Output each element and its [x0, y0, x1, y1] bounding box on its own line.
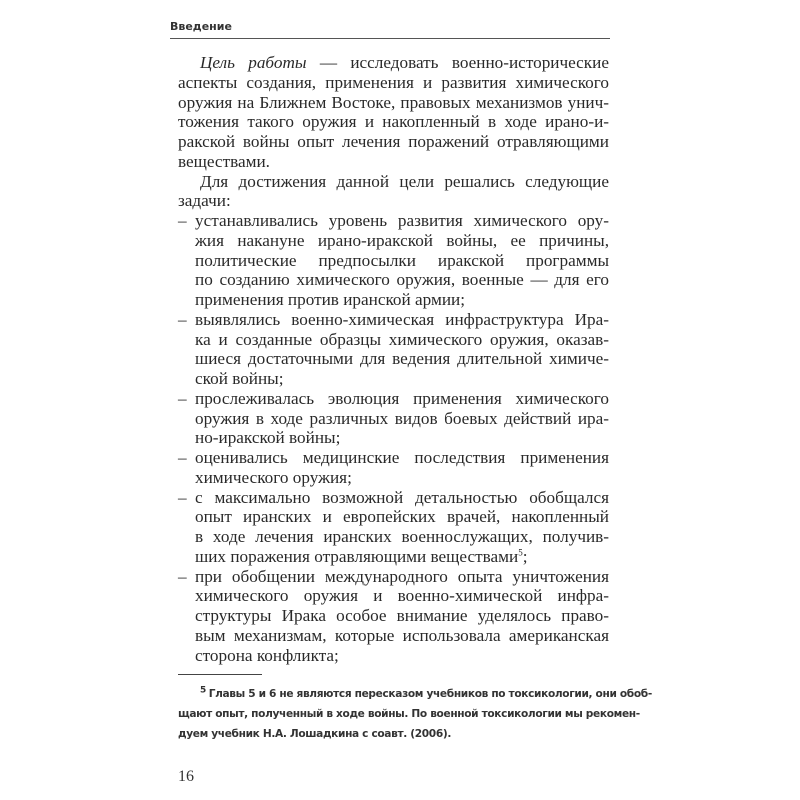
line-text: вым механизмам, которые использовала американская	[195, 625, 609, 645]
text-line	[178, 428, 609, 448]
line-text: ших поражения отравляющими веществами	[195, 546, 519, 566]
line-text: выявлялись военно-химическая инфраструктура Ира-	[195, 309, 609, 329]
line-text: устанавливались уровень развития химического ору-	[195, 211, 609, 230]
text-line	[178, 507, 609, 527]
footnote	[178, 684, 652, 743]
list-dash: –	[178, 388, 187, 408]
line-text: ка и созданные образцы химического оружия, оказав-	[195, 329, 609, 349]
line-text: применения против иранской армии;	[195, 290, 466, 309]
line-text: химического оружия и военно-химической инфра-	[195, 586, 609, 606]
footnote-separator	[178, 674, 262, 675]
footnote-line	[178, 704, 640, 724]
line-text: задачи:	[178, 191, 231, 211]
line-text: жия накануне ирано-иракской войны, ее причины,	[195, 230, 609, 250]
text-line	[178, 586, 609, 606]
text-line	[178, 468, 609, 488]
running-header: Введение	[170, 20, 232, 33]
text-line	[178, 191, 609, 211]
text-line	[178, 172, 609, 192]
header-rule	[170, 38, 610, 39]
text-line	[178, 211, 609, 231]
text-line	[178, 527, 609, 547]
line-text: с максимально возможной детальностью обобщался	[195, 487, 609, 507]
line-text: ракской войны опыт лечения поражений отравляющими	[178, 132, 609, 151]
text-line	[178, 567, 609, 587]
line-text: химического оружия;	[195, 467, 352, 487]
footnote-text: Главы 5 и 6 не являются пересказом учебников по токсикологии, они обоб-	[208, 688, 652, 700]
list-item	[178, 488, 609, 567]
line-text: прослеживалась эволюция применения химического	[195, 388, 609, 408]
list-dash: –	[178, 309, 187, 329]
text-line	[178, 231, 609, 251]
line-text: сторона конфликта;	[195, 645, 339, 665]
line-text: веществами.	[178, 151, 270, 171]
line-text: шиеся достаточными для ведения длительной химиче-	[195, 349, 609, 369]
line-text: тожения такого оружия и накопленный в ходе ирано-и-	[178, 112, 609, 132]
line-text: аспекты создания, применения и развития химического	[178, 72, 609, 92]
text-line	[178, 73, 609, 93]
text-line	[178, 330, 609, 350]
line-text: структуры Ирака особое внимание уделялось право-	[195, 606, 609, 625]
text-line	[178, 349, 609, 369]
line-text: оружия на Ближнем Востоке, правовых механизмов унич-	[178, 92, 609, 112]
list-dash: –	[178, 448, 187, 467]
text-line	[178, 112, 609, 132]
line-text: но-иракской войны;	[195, 428, 341, 448]
line-text: политические предпосылки иракской программы	[195, 250, 609, 270]
list-item	[178, 310, 609, 389]
list-item	[178, 567, 609, 666]
line-text: ской войны;	[195, 369, 284, 388]
line-text: Для достижения данной цели решались следующие	[200, 171, 609, 191]
line-text: по созданию химического оружия, военные — для его	[195, 270, 609, 290]
line-text: при обобщении международного опыта уничтожения	[195, 566, 609, 586]
footnote-ref: 5	[518, 547, 523, 558]
list-dash: –	[178, 566, 187, 586]
italic-lead: Цель работы	[200, 53, 307, 72]
list-item	[178, 211, 609, 310]
body-text	[178, 53, 609, 665]
text-line	[178, 646, 609, 666]
text-line	[178, 488, 609, 508]
footnote-text: дуем учебник Н.А. Лошадкина с соавт. (2006).	[178, 727, 452, 740]
paragraph	[178, 172, 609, 212]
text-line: ших поражения отравляющими веществами$^5$;	[195, 546, 528, 566]
footnote-marker: 5	[200, 685, 209, 696]
footnote-text: щают опыт, полученный в ходе войны. По военной токсикологии мы рекомен-	[178, 707, 640, 720]
line-text: — исследовать военно-исторические	[306, 53, 609, 72]
paragraph	[178, 53, 609, 172]
list-dash: –	[178, 211, 187, 230]
list-item	[178, 448, 609, 488]
line-text: оружия в ходе различных видов боевых действий ира-	[195, 408, 609, 428]
footnote-line	[178, 684, 652, 704]
page-number: 16	[178, 768, 194, 785]
text-line	[178, 152, 609, 172]
footnote-line	[178, 724, 609, 744]
line-text: оценивались медицинские последствия применения	[195, 448, 609, 467]
text-line	[178, 251, 609, 271]
text-line	[178, 389, 609, 409]
text-line	[178, 448, 609, 468]
text-line	[178, 93, 609, 113]
text-line	[178, 270, 609, 290]
text-line	[178, 606, 609, 626]
line-text: в ходе лечения иранских военнослужащих, получив-	[195, 527, 609, 546]
text-line	[178, 369, 609, 389]
line-text: опыт иранских и европейских врачей, накопленный	[195, 507, 609, 527]
text-line	[178, 290, 609, 310]
list-item	[178, 389, 609, 448]
text-line	[178, 626, 609, 646]
list-dash: –	[178, 487, 187, 507]
text-line	[178, 53, 609, 73]
text-line	[178, 132, 609, 152]
text-line	[178, 409, 609, 429]
text-line	[178, 310, 609, 330]
